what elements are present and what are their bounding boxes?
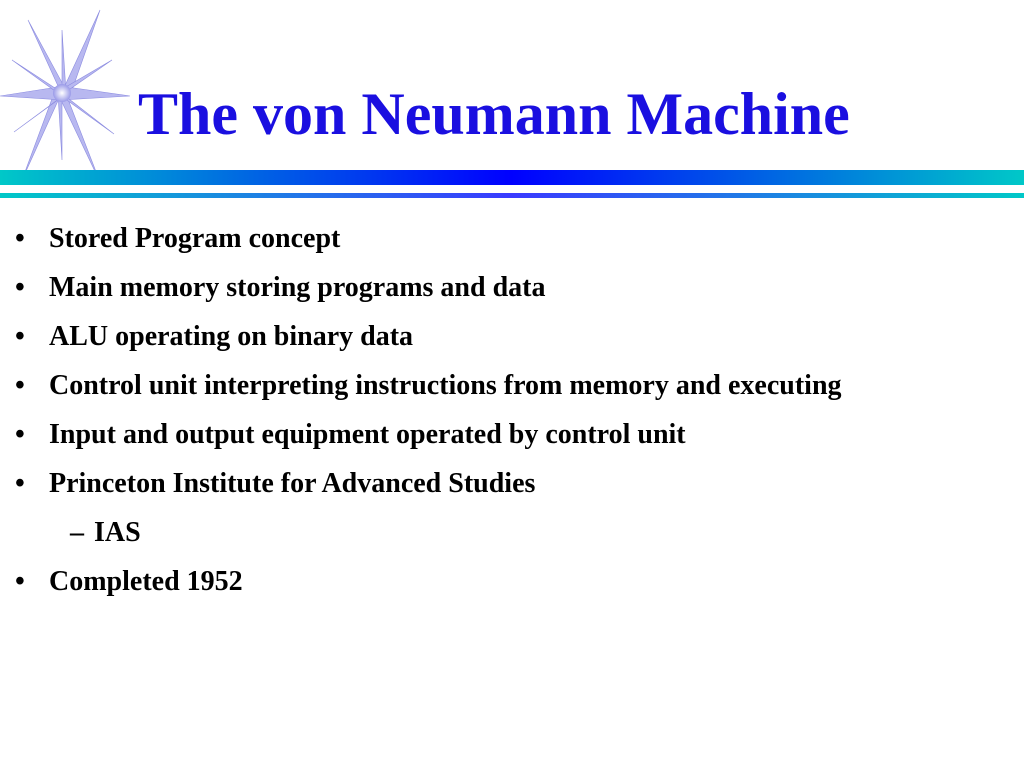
bullet-marker: • [15,321,25,352]
title-underline-thick [0,170,1024,185]
bullet-marker: • [15,272,25,303]
bullet-text: Stored Program concept [49,223,341,254]
bullet-item [0,366,1000,406]
bullet-marker: • [15,223,25,254]
bullet-item [0,219,1000,259]
bullet-marker: • [15,468,25,499]
bullet-text: Control unit interpreting instructions from memory and executing [49,370,842,401]
title-underline-thin [0,193,1024,198]
bullet-text: ALU operating on binary data [49,321,414,352]
bullet-marker: • [15,419,25,450]
bullet-text: Main memory storing programs and data [49,272,546,303]
bullet-item [0,562,1000,602]
bullet-text: Input and output equipment operated by control unit [49,419,686,450]
bullet-marker: • [15,566,25,597]
sub-bullet-marker: – [70,517,84,548]
bullet-marker: • [15,370,25,401]
bullet-text: Completed 1952 [49,566,243,597]
sub-bullet-item [0,513,1000,553]
slide-title: The von Neumann Machine [138,81,850,147]
bullet-text: Princeton Institute for Advanced Studies [49,468,536,499]
bullet-item [0,317,1000,357]
sub-bullet-text: IAS [94,517,141,548]
bullet-item [0,268,1000,308]
bullet-item [0,464,1000,504]
bullet-list [0,219,1000,611]
bullet-item [0,415,1000,455]
